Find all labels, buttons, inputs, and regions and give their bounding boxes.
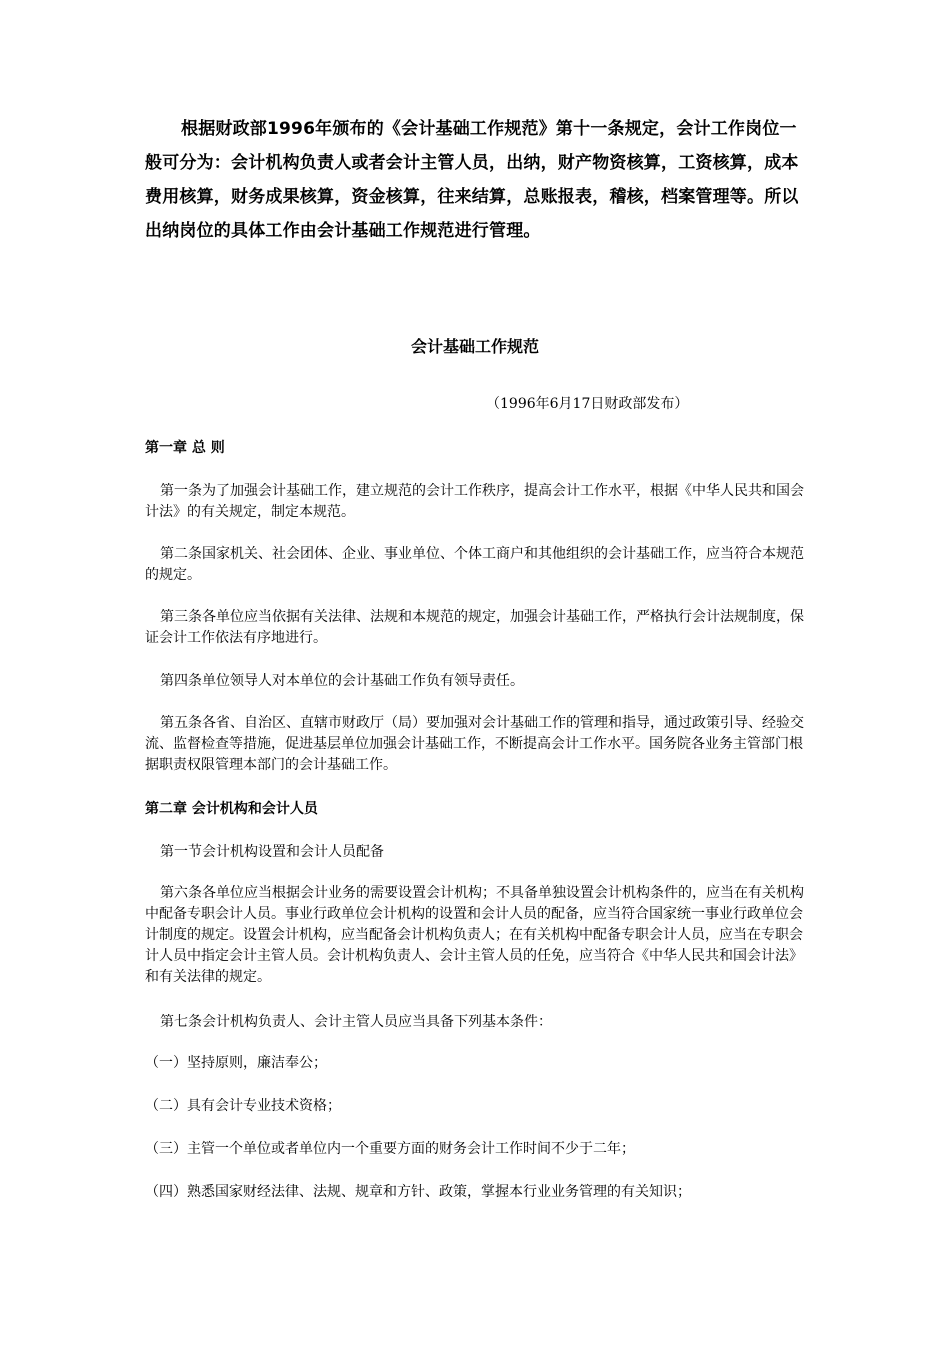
- condition-item-3: （三）主管一个单位或者单位内一个重要方面的财务会计工作时间不少于二年；: [145, 1141, 635, 1157]
- condition-item-1: （一）坚持原则，廉洁奉公；: [145, 1055, 327, 1071]
- article-4: 第四条单位领导人对本单位的会计基础工作负有领导责任。: [160, 673, 524, 689]
- condition-item-2: （二）具有会计专业技术资格；: [145, 1098, 341, 1114]
- article-2: 第二条国家机关、社会团体、企业、事业单位、个体工商户和其他组织的会计基础工作，应当符合本规范的规定。: [145, 546, 804, 583]
- section-1-heading: 第一节会计机构设置和会计人员配备: [160, 844, 384, 860]
- article-6: 第六条各单位应当根据会计业务的需要设置会计机构；不具备单独设置会计机构条件的，应当在有关机构中配备专职会计人员。事业行政单位会计机构的设置和会计人员的配备，应当符合国家统一事业行政单位会计制度的规定。设置会计机构，应当配备会计机构负责人；在有关机构中配备专职会计人员，应当在专职会计人员中指定会计主管人员。会计机构负责人、会计主管人员的任免，应当符合《中华人民共和国会计法》和有关法律的规定。: [145, 885, 804, 985]
- document-title: 会计基础工作规范: [410, 337, 539, 356]
- chapter-1-heading: 第一章 总 则: [145, 440, 225, 456]
- intro-paragraph: 根据财政部1996年颁布的《会计基础工作规范》第十一条规定，会计工作岗位一般可分为：会计机构负责人或者会计主管人员，出纳，财产物资核算，工资核算，成本费用核算，财务成果核算，资金核算，往来结算，总账报表，稽核，档案管理等。所以出纳岗位的具体工作由会计基础工作规范进行管理。: [145, 119, 799, 241]
- article-3: 第三条各单位应当依据有关法律、法规和本规范的规定，加强会计基础工作，严格执行会计法规制度，保证会计工作依法有序地进行。: [145, 609, 804, 646]
- article-7: 第七条会计机构负责人、会计主管人员应当具备下列基本条件：: [160, 1014, 552, 1030]
- article-5: 第五条各省、自治区、直辖市财政厅（局）要加强对会计基础工作的管理和指导，通过政策引导、经验交流、监督检查等措施，促进基层单位加强会计基础工作，不断提高会计工作水平。国务院各业务主管部门根据职责权限管理本部门的会计基础工作。: [145, 715, 804, 773]
- condition-item-4: （四）熟悉国家财经法律、法规、规章和方针、政策，掌握本行业业务管理的有关知识；: [145, 1184, 691, 1200]
- article-1: 第一条为了加强会计基础工作，建立规范的会计工作秩序，提高会计工作水平，根据《中华人民共和国会计法》的有关规定，制定本规范。: [145, 483, 804, 520]
- publication-date: （1996年6月17日财政部发布）: [486, 396, 689, 412]
- chapter-2-heading: 第二章 会计机构和会计人员: [145, 801, 318, 817]
